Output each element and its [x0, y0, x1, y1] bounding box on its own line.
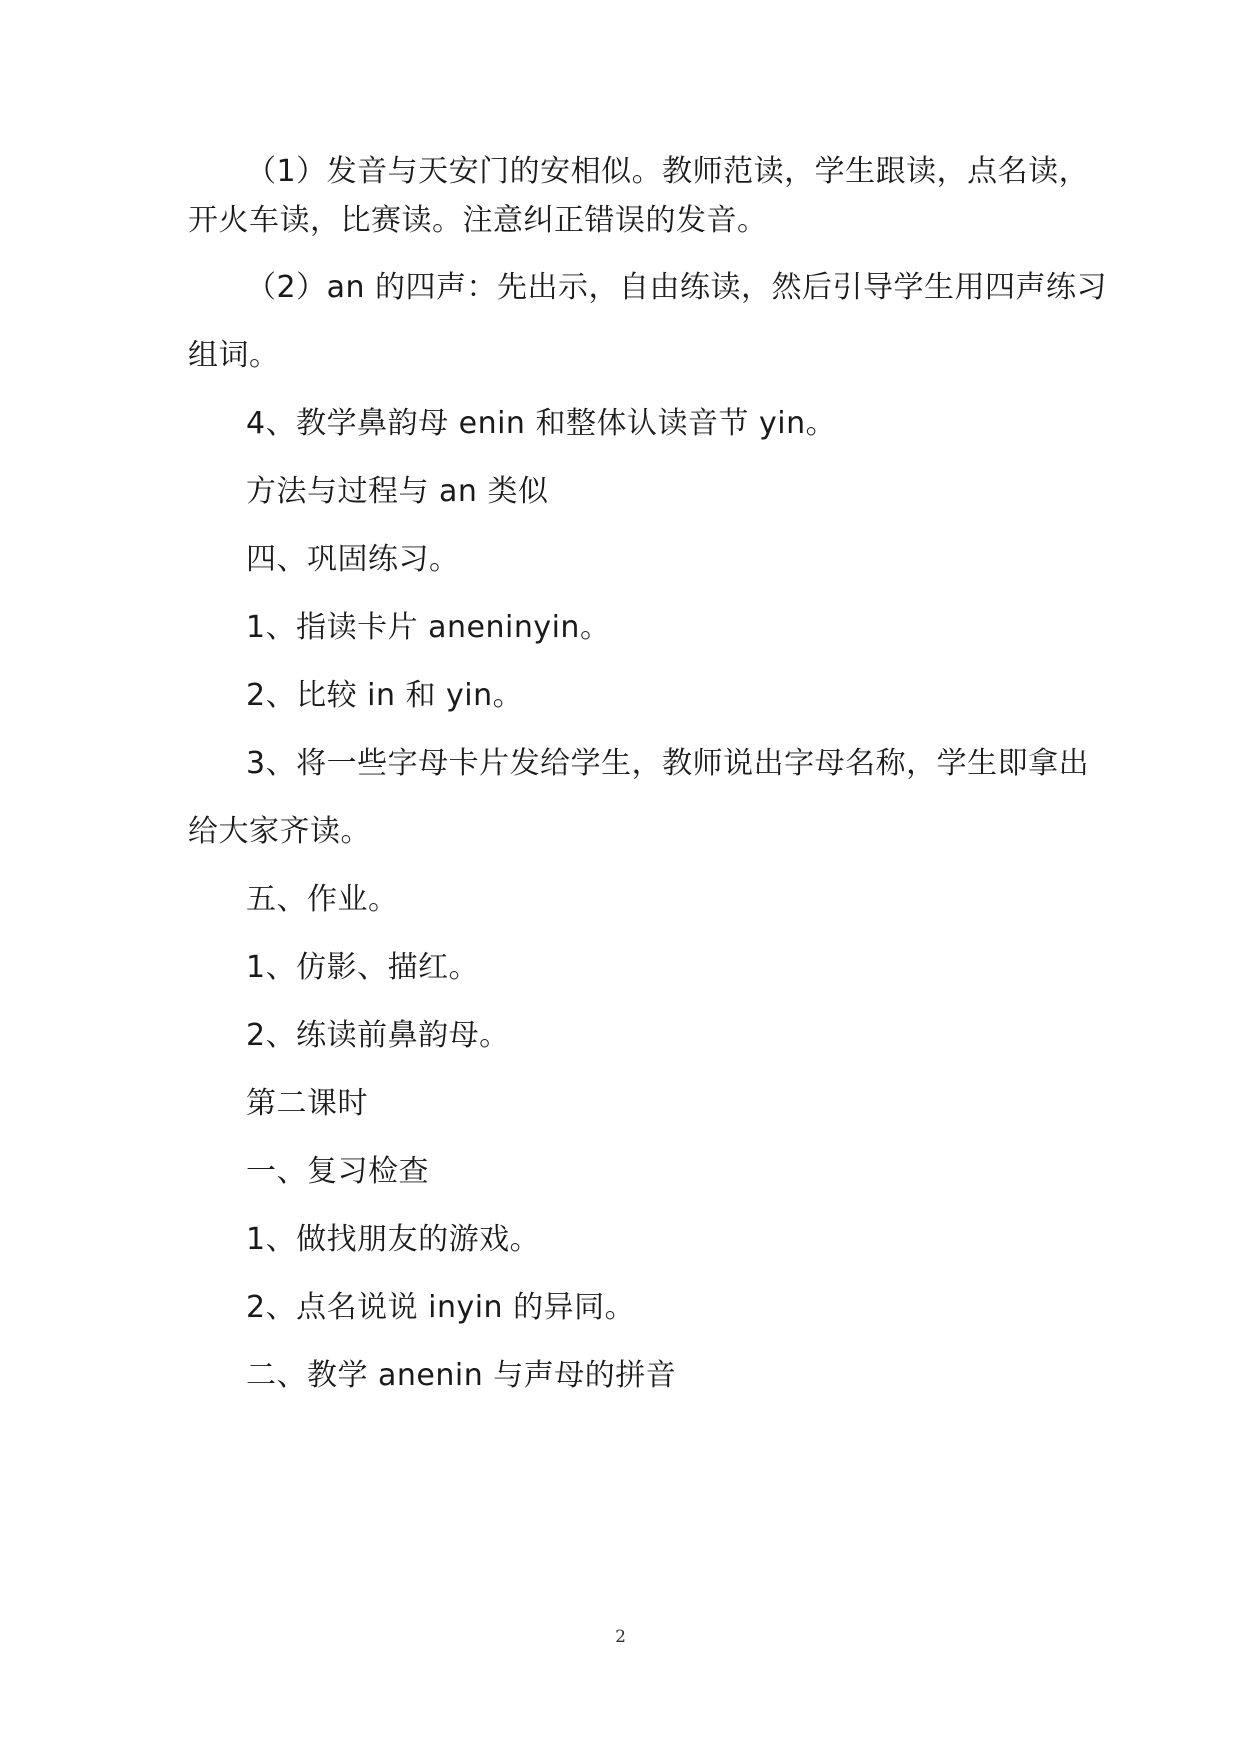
section-heading-second-lesson: 第二课时: [246, 1086, 368, 1121]
section-heading-homework: 五、作业。: [246, 882, 399, 917]
paragraph-line-6: 方法与过程与 an 类似: [246, 474, 549, 509]
paragraph-line-1: （1）发音与天安门的安相似。教师范读，学生跟读，点名读，: [246, 154, 1090, 189]
paragraph-line-10: 3、将一些字母卡片发给学生，教师说出字母名称，学生即拿出: [246, 746, 1090, 781]
section-heading-review: 一、复习检查: [246, 1154, 429, 1189]
paragraph-line-8: 1、指读卡片 aneninyin。: [246, 610, 611, 645]
paragraph-line-11: 给大家齐读。: [188, 814, 371, 849]
paragraph-line-17: 1、做找朋友的游戏。: [246, 1222, 541, 1257]
page-number: 2: [615, 1627, 626, 1647]
paragraph-line-14: 2、练读前鼻韵母。: [246, 1018, 510, 1053]
paragraph-line-4: 组词。: [188, 338, 280, 373]
section-heading-spelling: 二、教学 anenin 与声母的拼音: [246, 1358, 677, 1393]
paragraph-line-13: 1、仿影、描红。: [246, 950, 480, 985]
paragraph-line-2: 开火车读，比赛读。注意纠正错误的发音。: [188, 203, 768, 238]
section-heading-consolidation: 四、巩固练习。: [246, 542, 460, 577]
paragraph-line-3: （2）an 的四声：先出示，自由练读，然后引导学生用四声练习: [246, 270, 1108, 305]
paragraph-line-5: 4、教学鼻韵母 enin 和整体认读音节 yin。: [246, 406, 837, 441]
paragraph-line-18: 2、点名说说 inyin 的异同。: [246, 1290, 636, 1325]
paragraph-line-9: 2、比较 in 和 yin。: [246, 678, 524, 713]
